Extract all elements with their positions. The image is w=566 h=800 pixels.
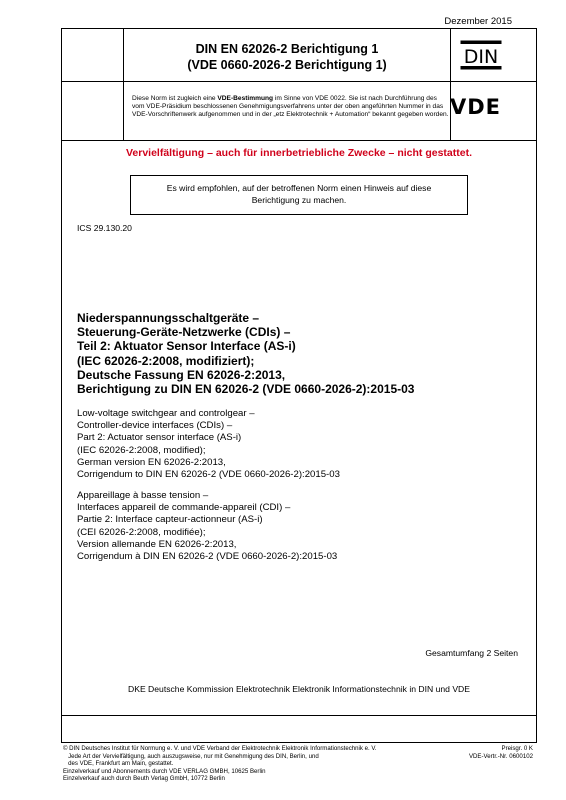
footer-line: Einzelverkauf und Abonnements durch VDE VERLAG GMBH, 10625 Berlin [63, 767, 266, 775]
document-frame [61, 28, 537, 743]
title-french [77, 490, 337, 563]
divider [62, 81, 536, 82]
dke-line: DKE Deutsche Kommission Elektrotechnik Elektronik Informationstechnik in DIN und VDE [128, 684, 470, 694]
document-title [126, 41, 448, 73]
ics-code: ICS 29.130.20 [77, 223, 132, 233]
title-en-line: German version EN 62026-2:2013, [77, 456, 226, 468]
footer-copyright [63, 745, 423, 783]
vde-notice-prefix: Diese Norm ist zugleich eine [132, 95, 218, 102]
title-english [77, 408, 340, 481]
din-logo [460, 40, 502, 70]
title-en-line: Part 2: Actuator sensor interface (AS-i) [77, 432, 242, 444]
hint-box [130, 175, 468, 215]
title-en-line: Controller-device interfaces (CDIs) – [77, 420, 233, 432]
title-en-line: Low-voltage switchgear and controlgear – [77, 408, 255, 419]
title-line: DIN EN 62026-2 Berichtigung 1 [195, 42, 379, 56]
title-en-line: (IEC 62026-2:2008, modified); [77, 444, 206, 456]
total-pages: Gesamtumfang 2 Seiten [425, 648, 518, 658]
vde-notice-rest: im Sinne von VDE 0022. Sie ist nach Durchführung des vom VDE-Präsidium beschlossenen Genehmigungsverfahrens unter der oben angeführten Nummer in das VDE-Vorschriftenwerk aufgenommen und in der „etz Elektrotechnik + Automation“ bekannt gegeben worden. [132, 95, 449, 119]
title-fr-line: Interfaces appareil de commande-appareil (CDI) – [77, 502, 291, 514]
footer-line: Jede Art der Vervielfältigung, auch auszugsweise, nur mit Genehmigung des DIN, Berlin, und [63, 752, 319, 760]
divider [450, 29, 451, 140]
vde-notice-bold: VDE-Bestimmung [217, 95, 274, 102]
title-de-line: Steuerung-Geräte-Netzwerke (CDIs) – [77, 325, 291, 340]
divider [62, 140, 536, 141]
vde-notice [132, 95, 450, 120]
title-fr-line: (CEI 62026-2:2008, modifiée); [77, 526, 206, 538]
din-logo-text: DIN [463, 46, 499, 68]
title-fr-line: Appareillage à basse tension – [77, 490, 209, 501]
title-en-line: Corrigendum to DIN EN 62026-2 (VDE 0660-2026-2):2015-03 [77, 469, 340, 481]
title-de-line: Niederspannungsschaltgeräte – [77, 311, 260, 325]
title-de-line: Teil 2: Aktuator Sensor Interface (AS-i) [77, 339, 296, 354]
footer-line: © DIN Deutsches Institut für Normung e. V. und VDE Verband der Elektrotechnik Elektronik Informationstechnik e. V. [63, 745, 377, 752]
reproduction-notice: Vervielfältigung – auch für innerbetriebliche Zwecke – nicht gestattet. [125, 147, 472, 159]
title-de-line: Deutsche Fassung EN 62026-2:2013, [77, 367, 286, 382]
footer-line: des VDE, Frankfurt am Main, gestattet. [63, 760, 174, 767]
hint-line: Berichtigung zu machen. [251, 195, 347, 205]
title-de-line: (IEC 62026-2:2008, modifiziert); [77, 353, 255, 368]
publication-date: Dezember 2015 [444, 16, 512, 27]
vde-logo: VDE [450, 95, 502, 119]
divider [123, 29, 124, 140]
title-line: (VDE 0660-2026-2 Berichtigung 1) [187, 58, 387, 72]
title-fr-line: Partie 2: Interface capteur-actionneur (AS-i) [77, 514, 263, 526]
footer-pricing [469, 745, 533, 760]
divider [62, 715, 536, 716]
title-de-line: Berichtigung zu DIN EN 62026-2 (VDE 0660-2026-2):2015-03 [77, 382, 415, 397]
order-number: VDE-Vertr.-Nr. 0600102 [468, 752, 533, 760]
title-fr-line: Version allemande EN 62026-2:2013, [77, 538, 237, 550]
title-fr-line: Corrigendum à DIN EN 62026-2 (VDE 0660-2026-2):2015-03 [77, 551, 338, 563]
hint-line: Es wird empfohlen, auf der betroffenen Norm einen Hinweis auf diese [166, 183, 432, 193]
title-german [77, 311, 414, 396]
price-group: Preisgr. 0 K [501, 745, 533, 752]
footer-line: Einzelverkauf auch durch Beuth Verlag GmbH, 10772 Berlin [63, 775, 225, 782]
